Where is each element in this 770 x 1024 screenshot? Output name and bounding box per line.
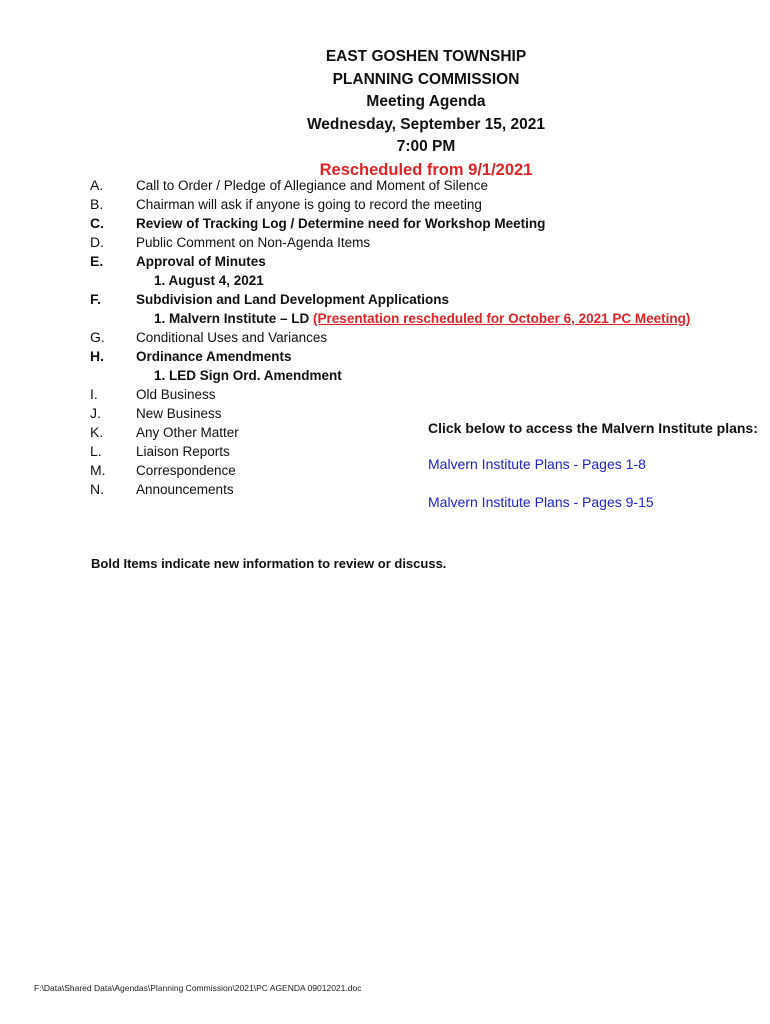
township-name: EAST GOSHEN TOWNSHIP bbox=[325, 48, 527, 65]
item-text: New Business bbox=[136, 406, 222, 421]
item-text: Call to Order / Pledge of Allegiance and Moment of Silence bbox=[136, 178, 488, 193]
item-letter: K. bbox=[90, 424, 104, 440]
file-path-footer: F:\Data\Shared Data\Agendas\Planning Commission\2021\PC AGENDA 09012021.doc bbox=[34, 983, 362, 993]
item-text: Announcements bbox=[136, 482, 234, 497]
document-title: Meeting Agenda bbox=[366, 93, 486, 110]
item-letter: M. bbox=[90, 462, 106, 478]
presentation-rescheduled-link[interactable]: (Presentation rescheduled for October 6, 2021 PC Meeting) bbox=[313, 311, 691, 326]
item-letter: C. bbox=[90, 215, 104, 231]
subitem-text: 1. LED Sign Ord. Amendment bbox=[154, 368, 342, 383]
item-letter: E. bbox=[90, 253, 104, 269]
item-text: Review of Tracking Log / Determine need for Workshop Meeting bbox=[136, 216, 546, 231]
agenda-item-b bbox=[90, 214, 730, 233]
subitem-text: 1. August 4, 2021 bbox=[154, 273, 264, 288]
item-text: Ordinance Amendments bbox=[136, 349, 292, 364]
item-letter: N. bbox=[90, 481, 104, 497]
bold-items-note: Bold Items indicate new information to review or discuss. bbox=[91, 556, 447, 571]
item-letter: D. bbox=[90, 234, 104, 250]
agenda-subitem-d1 bbox=[90, 271, 730, 290]
item-text: Old Business bbox=[136, 387, 216, 402]
rescheduled-note: Rescheduled from 9/1/2021 bbox=[319, 160, 533, 179]
item-letter: H. bbox=[90, 348, 104, 364]
item-letter: L. bbox=[90, 443, 102, 459]
item-text: Correspondence bbox=[136, 463, 236, 478]
meeting-date: Wednesday, September 15, 2021 bbox=[306, 115, 546, 133]
commission-name: PLANNING COMMISSION bbox=[332, 70, 520, 88]
item-text: Subdivision and Land Development Applications bbox=[136, 292, 450, 307]
item-text: Public Comment on Non-Agenda Items bbox=[136, 235, 371, 250]
item-letter: B. bbox=[90, 196, 104, 212]
agenda-item-g bbox=[90, 347, 730, 366]
agenda-subitem-e1 bbox=[90, 309, 730, 328]
agenda-list bbox=[90, 176, 730, 499]
agenda-item-h bbox=[90, 385, 730, 404]
item-letter: I. bbox=[90, 386, 98, 402]
item-text: Approval of Minutes bbox=[136, 254, 266, 269]
plans-link-pages-1-8[interactable]: Malvern Institute Plans - Pages 1-8 bbox=[428, 456, 646, 472]
subitem-text bbox=[154, 309, 690, 328]
agenda-item-f bbox=[90, 328, 730, 347]
agenda-item-d bbox=[90, 252, 730, 271]
plans-link-pages-9-15[interactable]: Malvern Institute Plans - Pages 9-15 bbox=[428, 494, 654, 510]
item-text: Liaison Reports bbox=[136, 444, 230, 459]
agenda-item-a bbox=[90, 176, 730, 195]
item-text: Any Other Matter bbox=[136, 425, 239, 440]
agenda-subitem-g1 bbox=[90, 366, 730, 385]
agenda-item-a-note bbox=[90, 195, 730, 214]
item-letter: G. bbox=[90, 329, 105, 345]
subitem-label: 1. Malvern Institute – LD bbox=[154, 311, 314, 326]
item-text: Conditional Uses and Variances bbox=[136, 330, 328, 345]
agenda-item-c bbox=[90, 233, 730, 252]
item-letter: J. bbox=[90, 405, 101, 421]
agenda-header bbox=[230, 46, 622, 181]
meeting-time: 7:00 PM bbox=[396, 138, 456, 155]
item-text: Chairman will ask if anyone is going to record the meeting bbox=[136, 197, 482, 212]
item-letter: A. bbox=[90, 177, 104, 193]
plans-heading: Click below to access the Malvern Institute plans: bbox=[428, 420, 758, 436]
agenda-item-e bbox=[90, 290, 730, 309]
item-letter: F. bbox=[90, 291, 101, 307]
